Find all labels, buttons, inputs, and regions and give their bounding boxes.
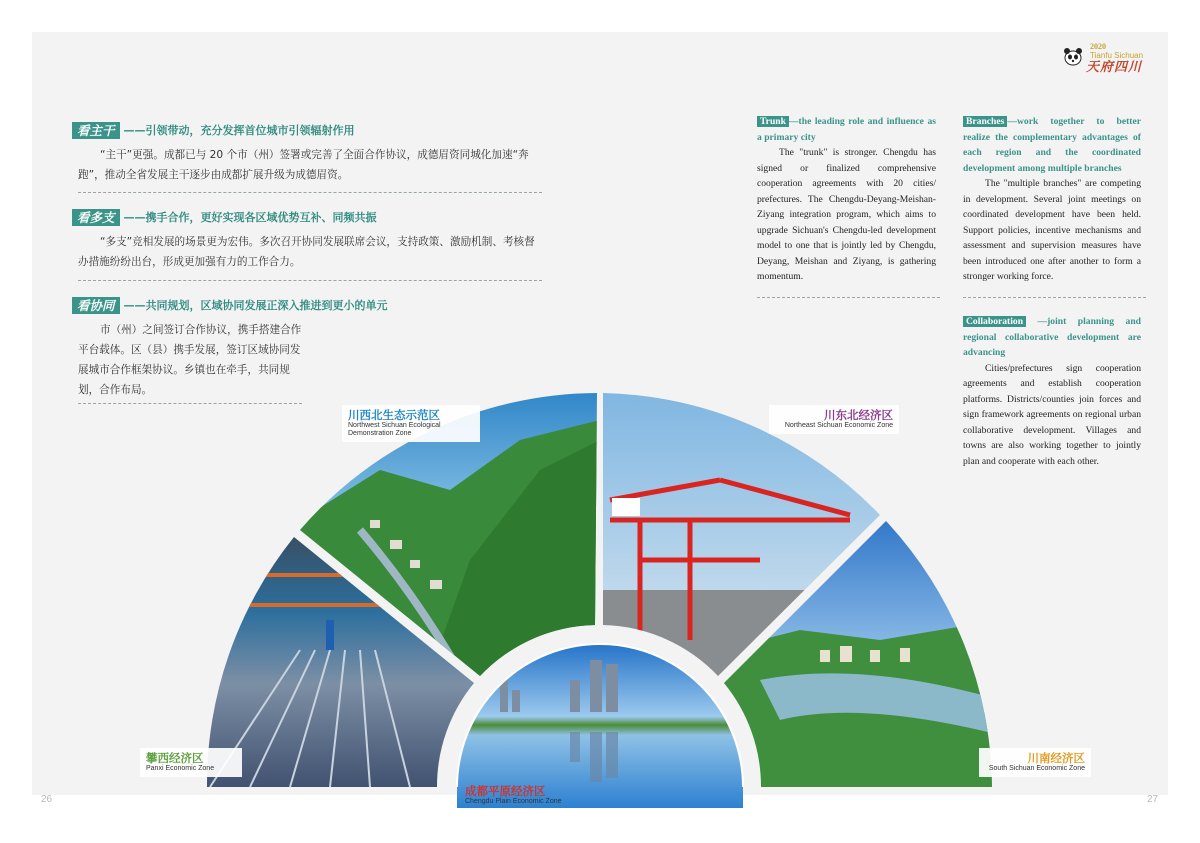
zone-name-cn: 攀西经济区 — [146, 751, 204, 765]
logo-year: 2020 — [1090, 42, 1106, 51]
section-body: “多支”竞相发展的场景更为宏伟。多次召开协同发展联席会议，支持政策、激励机制、考核督办措施纷纷出台，形成更加强有力的工作合力。 — [78, 236, 535, 268]
zone-name-en: Panxi Economic Zone — [146, 765, 215, 772]
section-title: ——共同规划，区域协同发展正深入推进到更小的单元 — [123, 299, 388, 312]
section-tag: 看主干 — [72, 122, 120, 139]
zone-name-en: Chengdu Plain Economic Zone — [465, 798, 562, 805]
logo-chinese: 天府四川 — [1086, 60, 1143, 75]
section-body: 市（州）之间签订合作协议，携手搭建合作平台载体。区（县）携手发展，签订区域协同发展城市合作框架协议。乡镇也在牵手，共同规划，合作布局。 — [78, 324, 302, 396]
section-tag: Collaboration — [963, 316, 1026, 327]
section-tag: 看多支 — [72, 209, 120, 226]
section-title: ——引领带动，充分发挥首位城市引领辐射作用 — [123, 124, 355, 137]
zone-name-en: Northeast Sichuan Economic Zone — [784, 422, 893, 429]
section-tag: Trunk — [757, 116, 789, 127]
page-number-left: 26 — [41, 794, 53, 805]
logo-english: Tianfu Sichuan — [1090, 51, 1144, 60]
zone-name-cn: 川西北生态示范区 — [348, 408, 440, 422]
section-heading: —joint planning and regional collaborative development are advancing — [963, 316, 1141, 358]
zone-label-south — [979, 748, 1091, 777]
zone-label-panxi — [140, 748, 242, 777]
section-title: ——携手合作，更好实现各区域优势互补、同频共振 — [123, 211, 377, 224]
zone-name-cn: 川东北经济区 — [824, 408, 893, 422]
section-tag: Branches — [963, 116, 1007, 127]
zone-name-en: Northwest Sichuan Ecological Demonstration Zone — [348, 422, 441, 437]
zone-label-northwest — [342, 405, 480, 442]
section-body: The "trunk" is stronger. Chengdu has signed or finalized comprehensive cooperation agreements with 20 cities/ prefectures. The Chengdu-Deyang-Meishan-Ziyang integration program, which aims to upgrade Sichuan's Chengdu-led development model to one that is jointly led by Chengdu, Deyang, Meishan and Ziyang, is gathering momentum. — [757, 147, 936, 282]
zone-name-en: South Sichuan Economic Zone — [988, 765, 1085, 772]
section-heading: —work together to better realize the complementary advantages of each region and the coordinated development among multiple branches — [963, 116, 1141, 174]
section-body: The "multiple branches" are competing in development. Several joint meetings on coordinated development have been held. Support policies, incentive mechanisms and assessment and supervision measures have been introduced one after another to form a stronger working force. — [963, 178, 1141, 282]
zone-name-cn: 成都平原经济区 — [465, 784, 546, 798]
page-number-right: 27 — [1147, 794, 1159, 805]
section-heading: —the leading role and influence as a primary city — [757, 116, 936, 143]
section-body: Cities/prefectures sign cooperation agreements and establish cooperation platforms. Districts/counties join forces and sign framework agreements on regional urban collaborative development. Villages and towns are also working together to jointly plan and cooperate with each other. — [963, 362, 1141, 467]
zone-label-chengdu — [459, 781, 571, 810]
zone-label-northeast — [769, 405, 899, 434]
section-body: “主干”更强。成都已与 20 个市（州）签署或完善了全面合作协议，成德眉资同城化加速“奔跑”，推动全省发展主干逐步由成都扩展升级为成德眉资。 — [78, 149, 529, 181]
zone-name-cn: 川南经济区 — [1027, 751, 1085, 765]
section-tag: 看协同 — [72, 297, 120, 314]
